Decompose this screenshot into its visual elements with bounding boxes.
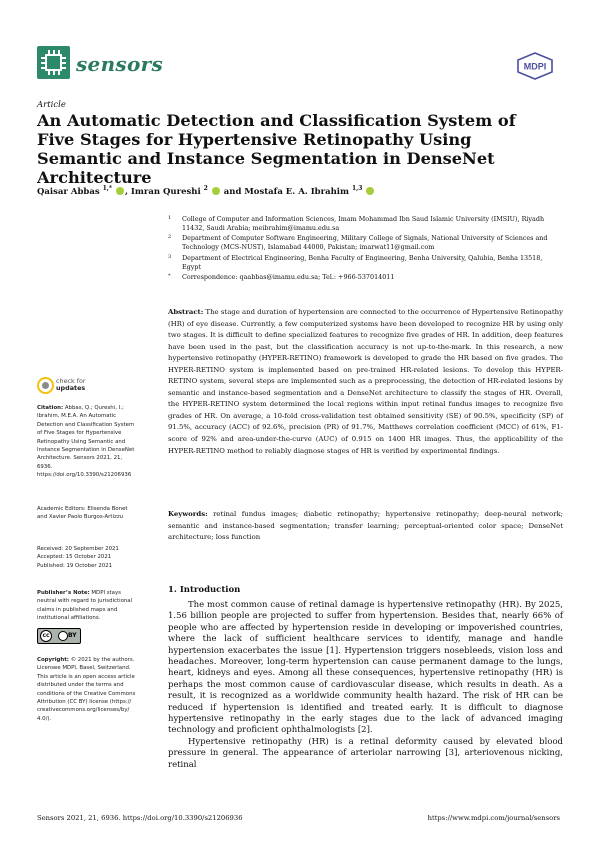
cc-license-badge[interactable] <box>37 628 81 644</box>
keywords <box>168 509 563 544</box>
affiliation-number: * <box>168 273 171 280</box>
intro-paragraph: Hypertensive retinopathy (HR) is a retinal deformity caused by elevated blood pressure in general. The appearance of arteriolar narrowing [3], arteriovenous nicking, retinal <box>168 736 563 770</box>
orcid-icon[interactable] <box>366 187 374 195</box>
correspondence <box>168 273 563 282</box>
affiliation-number: 2 <box>168 234 172 241</box>
check-updates-line2: updates <box>56 384 86 392</box>
check-for-updates-button[interactable] <box>37 377 97 399</box>
cc-icon: cc <box>40 630 52 642</box>
affiliation-text: Department of Computer Software Engineering, Military College of Signals, National University of Sciences and Technology (MCS-NUST), Islamabad 44000, Pakistan; imarwat11@gmail.com <box>182 234 548 252</box>
publisher-note-label: Publisher’s Note: <box>37 590 90 596</box>
mdpi-logo-icon[interactable] <box>515 52 555 80</box>
copyright-text: © 2021 by the authors. Licensee MDPI, Basel, Switzerland. This article is an open access article distributed under the terms and conditions of the Creative Commons Attribution (CC BY) license (https:// creativecommons.org/licenses/by/ 4.0/). <box>37 657 136 722</box>
footer-citation[interactable]: Sensors 2021, 21, 6936. https://doi.org/10.3390/s21206936 <box>37 814 243 822</box>
affiliation-text: Correspondence: qaabbas@imamu.edu.sa; Tel.: +966-537014011 <box>182 273 395 282</box>
introduction-body <box>168 600 563 771</box>
mdpi-logo-text: MDPI <box>523 61 547 72</box>
academic-editors: Academic Editors: Elisenda Bonet and Xavier Paolo Burgos-Artizzu <box>37 506 128 521</box>
affiliation-number: 1 <box>168 215 172 221</box>
citation-text: Abbas, Q.; Qureshi, I.; Ibrahim, M.E.A. An Automatic Detection and Classification System of Five Stages for Hypertensive Retinopathy Using Semantic and Instance Segmentation in DenseNet Architecture. Sensors 2021, 21, 6936. https://doi.org/10.3390/s21206936 <box>37 405 135 479</box>
journal-name[interactable]: sensors <box>76 52 164 76</box>
citation-label: Citation: <box>37 405 64 411</box>
affiliation-text: Department of Electrical Engineering, Benha Faculty of Engineering, Benha University, Qalubia, Benha 13518, Egypt <box>182 253 543 271</box>
copyright-label: Copyright: <box>37 657 69 663</box>
article-title: An Automatic Detection and Classification System of Five Stages for Hypertensive Retinopathy Using Semantic and Instance Segmentation in DenseNet Architecture <box>37 111 516 187</box>
article-type: Article <box>37 100 66 110</box>
copyright <box>37 656 137 723</box>
footer-journal-url[interactable]: https://www.mdpi.com/journal/sensors <box>427 814 560 822</box>
intro-paragraph: The most common cause of retinal damage is hypertensive retinopathy (HR). By 2025, 1.56 billion people are projected to suffer from hypertension. Besides that, nearly 66% of people who are affected by hypertension reside in developing or impoverished countries, where the lack of sufficient healthcare services to identify, manage and handle hypertension exacerbates the issue [1]. Hypertension triggers nosebleeds, vision loss and headaches. Moreover, long-term hypertension can cause permanent damage to the lungs, heart, kidneys and eyes. Among all these consequences, hypertensive retinopathy (HR) is perhaps the most common cause of cardiovascular disease, which results in death. As a result, it is recognized as a worldwide community health hazard. The risk of HR can be reduced if hypertension is identified and treated early. It is difficult to diagnose hypertensive retinopathy in the early stages due to the lack of advanced imaging technology and proficient ophthalmologists [2]. <box>168 600 563 736</box>
affiliation-number: 3 <box>168 253 172 260</box>
author-name[interactable]: Imran Qureshi <box>130 186 201 197</box>
affiliation <box>168 234 563 252</box>
abstract-label: Abstract: <box>168 308 204 316</box>
affiliation-list <box>168 215 563 284</box>
journal-logo-icon <box>37 46 70 79</box>
section-heading: 1. Introduction <box>168 585 241 595</box>
abstract-text: The stage and duration of hypertension are connected to the occurrence of Hypertensive Retinopathy (HR) of eye disease. Currently, a few computerized systems have been developed to recognize HR by using only two stages. It is difficult to define specialized features to recognize five grades of HR. In addition, deep features have been used in the past, but the classification accuracy is not up-to-the-mark. In this research, a new hypertensive retinopathy (HYPER-RETINO) framework is developed to grade the HR based on five grades. The HYPER-RETINO system is implemented based on pre-trained HR-related lesions. To develop this HYPER-RETINO system, several steps are implemented such as a preprocessing, the detection of HR-related lesions by semantic and instance-based segmentation and a DenseNet architecture to classify the stages of HR. Overall, the HYPER-RETINO system determined the local regions within input retinal fundus images to recognize five grades of HR. On average, a 10-fold cross-validation test obtained sensitivity (SE) of 90.5%, specificity (SP) of 91.5%, accuracy (ACC) of 92.6%, precision (PR) of 91.7%, Matthews correlation coefficient (MCC) of 61%, F1-score of 92% and area-under-the-curve (AUC) of 0.915 on 1400 HR images. Thus, the applicability of the HYPER-RETINO method to reliably diagnose stages of HR is verified by experimental findings. <box>168 308 563 455</box>
author-affil-sup: 1,* <box>102 185 113 192</box>
publisher-note <box>37 589 137 623</box>
published-date: Published: 19 October 2021 <box>37 562 113 569</box>
affiliation <box>168 254 563 272</box>
page-footer <box>37 814 560 822</box>
citation <box>37 404 137 480</box>
check-updates-line1: check for <box>56 377 86 385</box>
author-list: Qaisar Abbas $^{1,*}$ , Imran Qureshi $^2$ and Mostafa E. A. Ibrahim $^{1,3}$ <box>37 185 375 197</box>
orcid-icon[interactable] <box>212 187 220 195</box>
author-affil-sup: 1,3 <box>351 185 363 192</box>
affiliation-text: College of Computer and Information Sciences, Imam Mohammad Ibn Saud Islamic University (IMSIU), Riyadh 11432, Saudi Arabia; meibrahim@imamu.edu.sa <box>182 215 545 232</box>
abstract <box>168 307 563 457</box>
received-date: Received: 20 September 2021 <box>37 546 119 552</box>
dates <box>37 545 137 570</box>
publisher-note-text: MDPI stays neutral with regard to jurisdictional claims in published maps and institutional affiliations. <box>37 590 133 622</box>
check-updates-icon <box>37 377 54 394</box>
by-label: BY <box>68 632 77 639</box>
author-name[interactable]: Qaisar Abbas <box>37 186 100 197</box>
orcid-icon[interactable] <box>116 187 124 195</box>
keywords-text: retinal fundus images; diabetic retinopathy; hypertensive retinopathy; deep-neural network; semantic and instance-based segmentation; transfer learning; perceptual-oriented color space; DenseNet architecture; loss function <box>168 510 563 542</box>
author-name[interactable]: Mostafa E. A. Ibrahim <box>244 186 350 197</box>
affiliation <box>168 215 563 233</box>
person-icon <box>58 631 68 641</box>
author-affil-sup: 2 <box>203 185 208 192</box>
accepted-date: Accepted: 15 October 2021 <box>37 554 112 561</box>
keywords-label: Keywords: <box>168 510 208 518</box>
